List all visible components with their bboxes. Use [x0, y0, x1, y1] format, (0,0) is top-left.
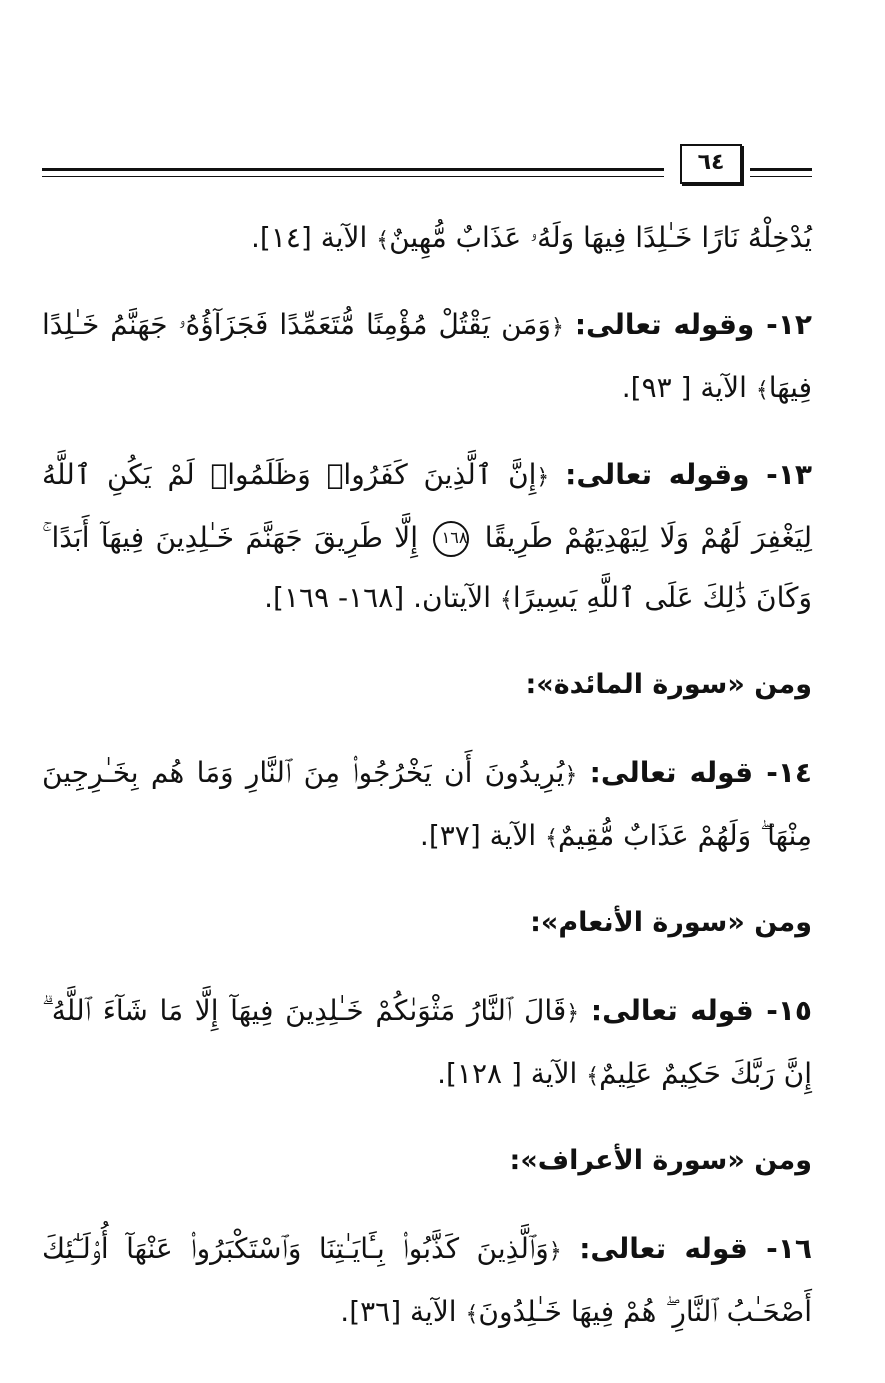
paragraph-lead: ١٦- قوله تعالى: — [579, 1232, 812, 1265]
verse-reference: الآية [ ١٢٨]. — [437, 1057, 578, 1090]
paragraph-lead: ١٤- قوله تعالى: — [589, 756, 813, 789]
page-number: ٦٤ — [680, 144, 742, 184]
quran-open-bracket: ﴿ — [566, 1001, 580, 1026]
quran-close-bracket: ﴾ — [755, 378, 769, 403]
paragraph-continuation — [42, 208, 812, 271]
quran-close-bracket: ﴾ — [499, 588, 513, 613]
verse-reference: الآيتان. [١٦٨- ١٦٩]. — [264, 581, 492, 614]
verse-reference: الآية [٣٦]. — [340, 1295, 457, 1328]
quran-text: إِلَّا طَرِيقَ جَهَنَّمَ خَـٰلِدِينَ فِيهَآ أَبَدًا ۚ وَكَانَ ذَٰلِكَ عَلَى ٱللَّهِ يَسِيرًا — [42, 521, 812, 614]
quran-close-bracket: ﴾ — [465, 1302, 479, 1327]
quran-open-bracket: ﴿ — [536, 465, 550, 490]
verse-reference: الآية [٣٧]. — [419, 819, 537, 852]
paragraph-13 — [42, 445, 812, 631]
section-heading-anaam: ومن «سورة الأنعام»: — [530, 907, 812, 938]
paragraph-12 — [42, 295, 812, 421]
section-heading-araf: ومن «سورة الأعراف»: — [509, 1145, 812, 1176]
quran-text: قَالَ ٱلنَّارُ مَثْوَىٰكُمْ خَـٰلِدِينَ فِيهَآ إِلَّا مَا شَآءَ ٱللَّهُ ۗ إِنَّ رَبَّكَ حَكِيمٌ عَلِيمٌ — [42, 994, 812, 1090]
page-header — [42, 144, 812, 188]
quran-text: وَٱلَّذِينَ كَذَّبُوا۟ بِـَٔايَـٰتِنَا وَٱسْتَكْبَرُوا۟ عَنْهَآ أُو۟لَـٰٓئِكَ أَصْحَـٰبُ ٱلنَّارِ ۖ هُمْ فِيهَا خَـٰلِدُونَ — [42, 1232, 812, 1328]
quran-text: وَمَن يَقْتُلْ مُؤْمِنًا مُّتَعَمِّدًا فَجَزَآؤُهُۥ جَهَنَّمُ خَـٰلِدًا فِيهَا — [42, 308, 812, 404]
paragraph-lead: ١٣- وقوله تعالى: — [565, 458, 812, 491]
header-rule-right — [750, 168, 812, 177]
paragraph-lead: ١٥- قوله تعالى: — [590, 994, 813, 1027]
verse-reference: الآية [١٤]. — [250, 221, 368, 254]
paragraph-lead: ١٢- وقوله تعالى: — [574, 308, 812, 341]
section-heading-maida: ومن «سورة المائدة»: — [525, 669, 812, 700]
quran-open-bracket: ﴿ — [548, 1239, 562, 1264]
quran-text: إِنَّ ٱلَّذِينَ كَفَرُوا۟ وَظَلَمُوا۟ لَمْ يَكُنِ ٱللَّهُ لِيَغْفِرَ لَهُمْ وَلَا لِيَهْدِيَهُمْ طَرِيقًا — [42, 458, 812, 554]
quran-close-bracket: ﴾ — [586, 1064, 600, 1089]
quran-text: يُرِيدُونَ أَن يَخْرُجُوا۟ مِنَ ٱلنَّارِ وَمَا هُم بِخَـٰرِجِينَ مِنْهَا ۖ وَلَهُمْ عَذَابٌ مُّقِيمٌ — [42, 756, 812, 852]
paragraph-15 — [42, 981, 812, 1107]
quran-open-bracket: ﴿ — [564, 763, 578, 788]
paragraph-14 — [42, 743, 812, 869]
quran-open-bracket: ﴿ — [550, 315, 564, 340]
quran-close-bracket: ﴾ — [376, 228, 390, 253]
page-body — [42, 208, 812, 1369]
quran-text: يُدْخِلْهُ نَارًا خَـٰلِدًا فِيهَا وَلَهُۥ عَذَابٌ مُّهِينٌ — [389, 221, 812, 254]
paragraph-16 — [42, 1219, 812, 1345]
verse-reference: الآية [ ٩٣]. — [621, 371, 747, 404]
quran-close-bracket: ﴾ — [545, 826, 559, 851]
verse-number-marker: ١٦٨ — [433, 521, 469, 557]
header-rule-left — [42, 168, 664, 177]
